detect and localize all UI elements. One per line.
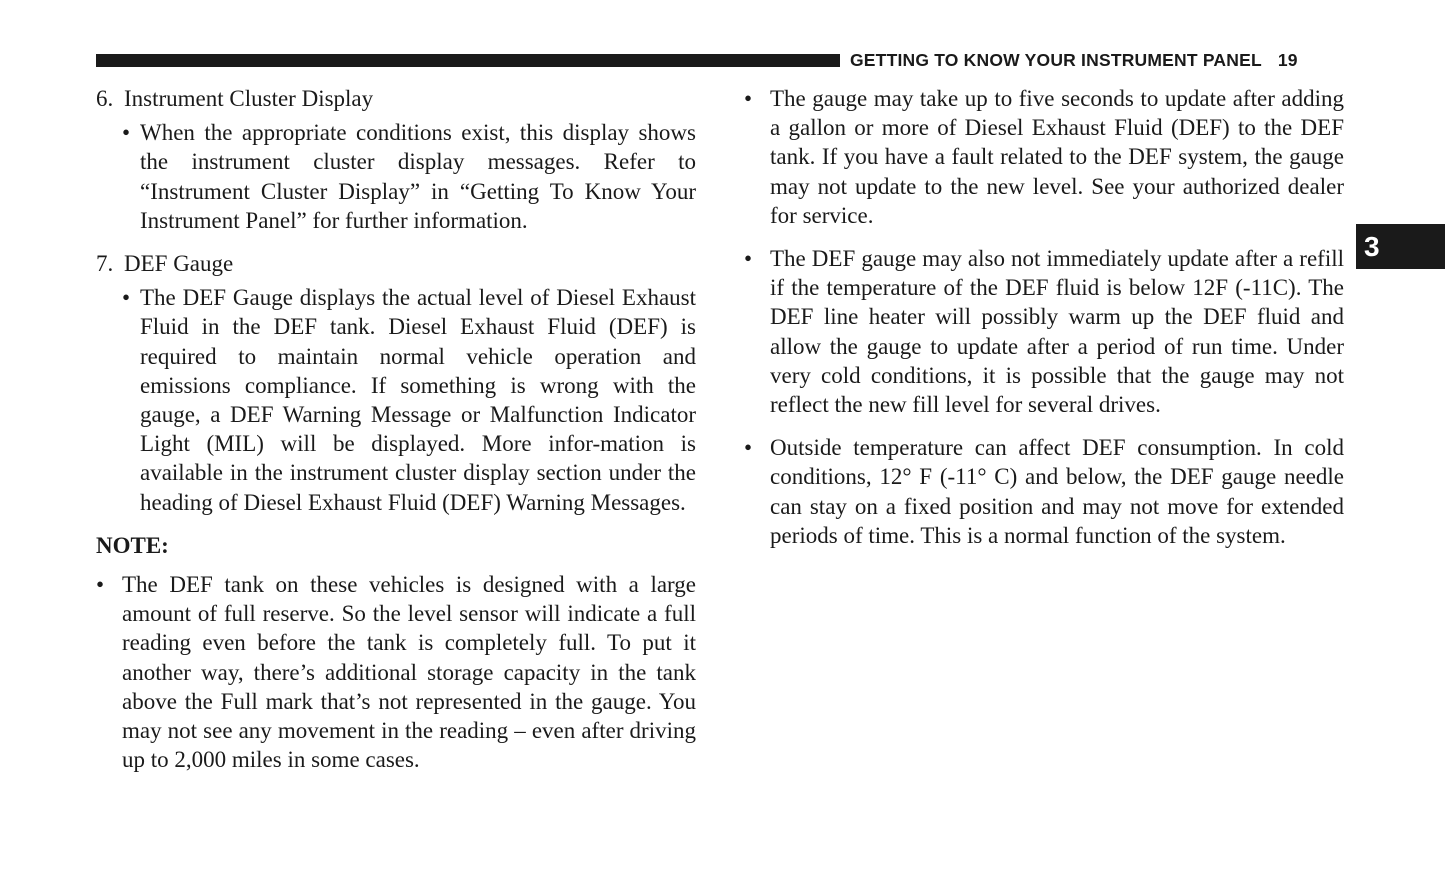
right-bullet-1 <box>744 84 1344 230</box>
item-6-number: 6. <box>96 86 114 111</box>
item-6-bullet <box>96 118 696 235</box>
page-number: 19 <box>1277 50 1298 70</box>
right-bullet-2-text: The DEF gauge may also not immediately update after a refill if the temperature of the DEF fluid is below 12F (-11C). The DEF line heater will possibly warm up the DEF fluid and allow the gauge to update after a period of run time. Under very cold conditions, it is possible that the gauge may not reflect the new fill level for several drives. <box>770 246 1344 418</box>
note-label: NOTE: <box>96 532 169 558</box>
bullet-icon: • <box>96 572 105 598</box>
item-7-bullet <box>96 283 696 517</box>
item-7-title <box>96 249 696 278</box>
right-bullet-2 <box>744 244 1344 419</box>
right-bullet-3-text: Outside temperature can affect DEF consumption. In cold conditions, 12° F (-11° C) and below, the DEF gauge needle can stay on a fixed position and may not move for extended periods of time. This is a normal function of the system. <box>770 435 1344 548</box>
right-bullet-3 <box>744 433 1344 550</box>
item-6-label: Instrument Cluster Display <box>124 86 374 111</box>
right-column <box>744 84 1344 564</box>
right-bullet-1-text: The gauge may take up to five seconds to update after adding a gallon or more of Diesel Exhaust Fluid (DEF) to the DEF tank. If you have a fault related to the DEF system, the gauge may not update to the new level. See your authorized dealer for service. <box>770 86 1344 228</box>
note-bullet <box>96 570 696 774</box>
bullet-icon: • <box>744 86 753 111</box>
item-6-bullet-text: When the appropriate conditions exist, this display shows the instrument cluster display messages. Refer to “Instrument Cluster Display” in “Getting To Know Your Instrument Panel” for further information. <box>140 120 696 233</box>
bullet-icon: • <box>122 285 131 311</box>
item-7-number: 7. <box>96 251 114 277</box>
chapter-tab: 3 <box>1356 224 1445 269</box>
bullet-icon: • <box>122 120 131 146</box>
bullet-icon: • <box>744 246 753 272</box>
left-column <box>96 84 696 788</box>
note-bullet-text: The DEF tank on these vehicles is designed with a large amount of full reserve. So the level sensor will indicate a full reading even before the tank is completely full. To put it another way, there’s additional storage capacity in the tank above the Full mark that’s not represented in the gauge. You may not see any movement in the reading – even after driving up to 2,000 miles in some cases. <box>122 572 696 773</box>
running-header <box>850 50 1298 71</box>
bullet-icon: • <box>744 435 753 461</box>
header-title: GETTING TO KNOW YOUR INSTRUMENT PANEL <box>850 50 1262 70</box>
item-7-label: DEF Gauge <box>124 251 234 277</box>
item-6-title <box>96 84 696 113</box>
header-rule <box>96 54 840 67</box>
item-7-bullet-text: The DEF Gauge displays the actual level of Diesel Exhaust Fluid in the DEF tank. Diesel Exhaust Fluid (DEF) is required to maintain normal vehicle operation and emissions compliance. If something is wrong with the gauge, a DEF Warning Message or Malfunction Indicator Light (MIL) will be displayed. More infor-mation is available in the instrument cluster display section under the heading of Diesel Exhaust Fluid (DEF) Warning Messages. <box>140 285 696 515</box>
